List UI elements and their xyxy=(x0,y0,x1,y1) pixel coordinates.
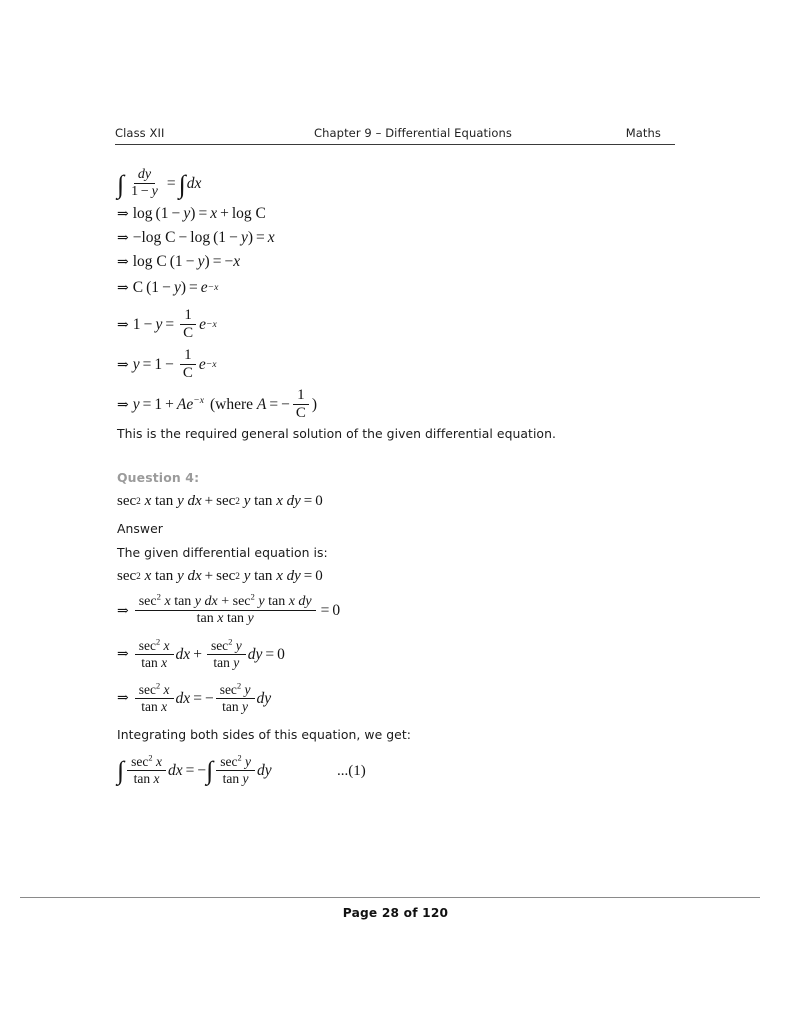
fraction-numerator: 1 xyxy=(180,348,196,365)
parenthesized-expression: (1 − y) xyxy=(146,279,186,296)
equals-sign: = xyxy=(303,493,313,509)
equals-sign: = xyxy=(193,689,202,707)
paragraph-general-solution: This is the required general solution of the given differential equation. xyxy=(117,426,556,441)
differential-dx: dx xyxy=(167,761,183,779)
fraction-denominator: tan x tan y xyxy=(196,611,254,627)
tan-operator: tan xyxy=(254,493,273,509)
implies-arrow-icon: ⇒ xyxy=(117,279,129,296)
differential-dy: dy xyxy=(257,761,272,779)
parenthesized-expression: (1 − y) xyxy=(155,205,196,222)
constant-A: A xyxy=(256,396,267,414)
constant-C: C xyxy=(165,229,176,246)
implies-arrow-icon: ⇒ xyxy=(117,356,129,373)
left-hand-side: 1 − y xyxy=(132,316,163,334)
equals-sign: = xyxy=(212,253,222,270)
question-label: Question 4: xyxy=(117,470,200,485)
minus-sign: − xyxy=(165,356,174,374)
paragraph-given-equation: The given differential equation is: xyxy=(117,545,328,560)
numeral-zero: 0 xyxy=(315,493,323,509)
fraction-numerator: $\sec^2 y$ xyxy=(207,639,246,655)
implies-arrow-icon: ⇒ xyxy=(117,253,129,270)
variable-y: y xyxy=(243,568,251,584)
log-operator: log xyxy=(190,229,211,246)
equals-sign: = xyxy=(303,568,313,584)
variable-y: y xyxy=(177,493,184,509)
equation-question-statement: sec 2 x tan y dx + sec 2 y tan x dy = 0 xyxy=(117,493,323,509)
equation-one-minus-y-equals: ⇒ 1 − y = $\frac{1}{C}$ e −x xyxy=(117,307,217,342)
minus-sign: − xyxy=(197,761,207,779)
equals-sign: = xyxy=(198,205,208,222)
plus-sign: + xyxy=(220,205,229,222)
sec-operator: sec xyxy=(117,493,137,509)
where-clause-open: (where xyxy=(209,396,253,414)
exponential-e: e xyxy=(200,279,208,296)
equals-sign: = xyxy=(165,316,175,334)
equation-integrated-both-sides: ∫ $\frac{\sec^2 x}{\text{tan x}}$ dx = − ∫ $\frac{\sec^2 y}{\text{tan y}}$ dy xyxy=(117,753,272,786)
fraction-sec2x-over-tanx xyxy=(135,683,174,714)
log-operator: log xyxy=(132,205,153,222)
differential-dx: dx xyxy=(187,493,202,509)
tan-operator: tan xyxy=(154,493,174,509)
differential-dy: dy xyxy=(286,568,301,584)
equals-sign: = xyxy=(320,602,330,620)
term-Ae: $Ae^{-x}$ xyxy=(176,394,204,414)
footer-divider xyxy=(20,897,760,898)
variable-x: x xyxy=(210,205,218,222)
answer-label: Answer xyxy=(117,521,163,536)
sec-operator: sec xyxy=(117,568,137,584)
fraction-denominator: 1 − y xyxy=(131,184,158,200)
fraction-denominator: tan x xyxy=(141,654,168,670)
fraction-numerator: 1 xyxy=(180,308,196,325)
log-operator: log xyxy=(141,229,162,246)
equals-sign: = xyxy=(256,229,265,246)
where-clause-close: ) xyxy=(311,396,318,414)
differential-dy: dy xyxy=(256,689,272,707)
negative-x: −x xyxy=(224,253,241,270)
variable-y: y xyxy=(132,356,140,374)
numeral-one: 1 xyxy=(154,396,163,414)
differential-dx: dx xyxy=(175,645,191,663)
implies-arrow-icon: ⇒ xyxy=(117,690,129,707)
equation-restated: sec 2 x tan y dx + sec 2 y tan x dy = 0 xyxy=(117,568,323,584)
implies-arrow-icon: ⇒ xyxy=(117,396,129,413)
numeral-zero: 0 xyxy=(315,568,323,584)
equation-number-tag: ...(1) xyxy=(337,763,366,779)
equation-divided-by-tanx-tany xyxy=(117,591,341,627)
page-header xyxy=(115,126,675,145)
paragraph-integrating-both-sides: Integrating both sides of this equation, we get: xyxy=(117,727,411,742)
plus-sign: + xyxy=(204,493,214,509)
log-operator: log xyxy=(132,253,153,270)
fraction-numerator: $\sec^2 x$ xyxy=(127,755,166,771)
fraction-sec2y-over-tany xyxy=(207,639,246,670)
differential-dy: dy xyxy=(247,645,263,663)
tan-operator: tan xyxy=(254,568,273,584)
variable-y: y xyxy=(132,396,140,414)
equation-log-1-minus-y xyxy=(117,206,266,222)
plus-sign: + xyxy=(193,645,202,663)
equation-integral-dy-over-1-minus-y: ∫ $\frac{dy}{1 - y}$ = ∫ dx xyxy=(117,167,202,200)
minus-sign: − xyxy=(178,229,188,246)
fraction-numerator: $\sec^2 y$ xyxy=(216,755,255,771)
minus-sign: − xyxy=(204,689,214,707)
equals-sign: = xyxy=(189,279,198,296)
fraction-dy-over-1-minus-y xyxy=(127,168,162,200)
parenthesized-expression: (1 − y) xyxy=(169,253,210,270)
fraction-one-over-C xyxy=(179,308,197,342)
fraction-sec2x-over-tanx xyxy=(135,639,174,670)
equation-y-equals-one-minus: ⇒ y = 1 − $\frac{1}{C}$ e −x xyxy=(117,347,217,382)
equals-sign: = xyxy=(265,645,275,663)
equals-sign: = xyxy=(185,761,195,779)
plus-sign: + xyxy=(165,396,174,414)
fraction-sec2y-over-tany xyxy=(216,755,255,786)
equation-logC-times xyxy=(117,254,240,270)
implies-arrow-icon: ⇒ xyxy=(117,205,129,222)
exponential-e: e xyxy=(198,356,206,374)
variable-y: y xyxy=(177,568,184,584)
fraction-big-expression xyxy=(135,591,316,627)
log-operator: log xyxy=(231,205,252,222)
implies-arrow-icon: ⇒ xyxy=(117,316,129,333)
exponential-e: e xyxy=(199,316,206,334)
equation-separated-equals-negative xyxy=(117,683,271,714)
sec-operator: sec xyxy=(216,493,236,509)
constant-C: C xyxy=(255,205,266,222)
page-number-footer: Page 28 of 120 xyxy=(342,906,449,920)
fraction-one-over-C xyxy=(179,348,197,382)
fraction-denominator: tan y xyxy=(213,654,240,670)
fraction-denominator: tan y xyxy=(222,698,249,714)
variable-x: x xyxy=(144,493,152,509)
fraction-sec2y-over-tany xyxy=(216,683,255,714)
minus-sign: − xyxy=(132,229,142,246)
plus-sign: + xyxy=(204,568,214,584)
numeral-zero: 0 xyxy=(332,602,341,620)
differential-dx: dx xyxy=(175,689,191,707)
fraction-denominator: tan y xyxy=(222,770,249,786)
sec-operator: sec xyxy=(216,568,236,584)
fraction-denominator: tan x xyxy=(133,770,160,786)
minus-sign: − xyxy=(281,396,290,414)
implies-arrow-icon: ⇒ xyxy=(117,602,129,619)
variable-x: x xyxy=(267,229,275,246)
equals-sign: = xyxy=(269,396,279,414)
fraction-denominator: C xyxy=(295,405,306,422)
header-class-label: Class XII xyxy=(115,126,165,140)
implies-arrow-icon: ⇒ xyxy=(117,646,129,663)
fraction-numerator: 1 xyxy=(293,388,309,405)
fraction-numerator: $\sec^2 y$ xyxy=(216,683,255,699)
equals-sign: = xyxy=(166,175,176,193)
equation-separated-sum-equals-zero xyxy=(117,639,285,670)
equals-sign: = xyxy=(142,356,152,374)
constant-C: C xyxy=(132,279,144,296)
fraction-denominator: C xyxy=(183,325,194,342)
variable-x: x xyxy=(276,568,283,584)
differential-dy: dy xyxy=(286,493,301,509)
variable-y: y xyxy=(243,493,251,509)
fraction-one-over-C xyxy=(292,388,310,422)
numeral-one: 1 xyxy=(154,356,163,374)
differential-dx: dx xyxy=(187,568,202,584)
header-chapter-title: Chapter 9 – Differential Equations xyxy=(314,126,512,140)
implies-arrow-icon: ⇒ xyxy=(117,229,129,246)
parenthesized-expression: (1 − y) xyxy=(213,229,253,246)
variable-x: x xyxy=(144,568,152,584)
differential-dx: dx xyxy=(186,175,202,193)
fraction-numerator: $\sec^2 x$ tan y dx + $\sec^2 y$ tan x dy xyxy=(135,595,316,611)
fraction-numerator: dy xyxy=(134,168,155,184)
equation-y-equals-one-plus-Ae xyxy=(117,388,317,422)
numeral-zero: 0 xyxy=(277,645,285,663)
equation-minus-logC-minus-log xyxy=(117,230,275,246)
fraction-numerator: $\sec^2 x$ xyxy=(135,683,174,699)
header-subject-label: Maths xyxy=(625,126,661,140)
equation-C-times-equals-exp: ⇒ C (1 − y) = e −x xyxy=(117,279,219,296)
fraction-sec2x-over-tanx xyxy=(127,755,166,786)
constant-C: C xyxy=(156,253,167,270)
fraction-denominator: C xyxy=(182,365,193,382)
variable-x: x xyxy=(276,493,283,509)
equals-sign: = xyxy=(142,396,152,414)
fraction-denominator: tan x xyxy=(141,698,168,714)
tan-operator: tan xyxy=(154,568,174,584)
fraction-numerator: $\sec^2 x$ xyxy=(135,639,174,655)
